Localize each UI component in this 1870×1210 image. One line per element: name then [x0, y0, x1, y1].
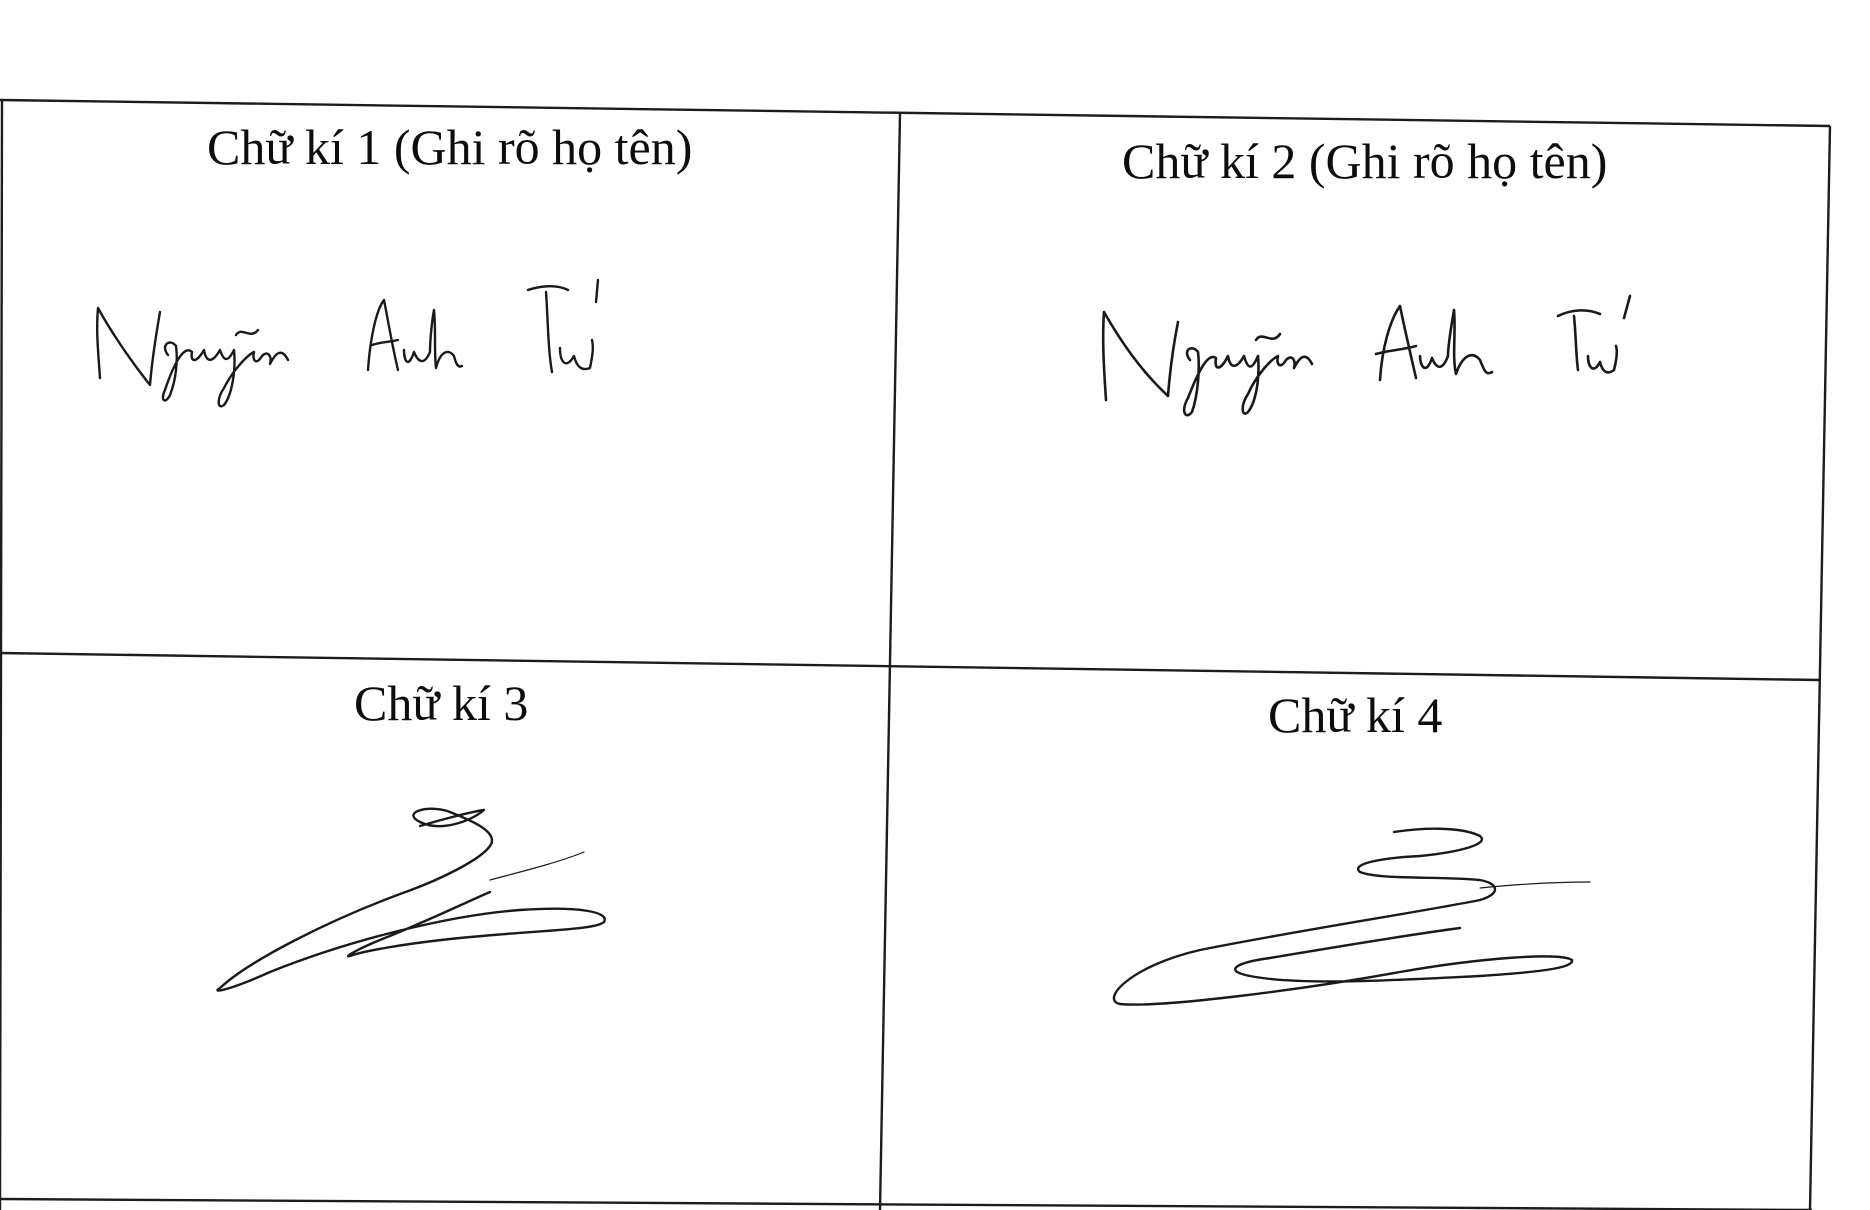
cell-1-label: Chữ kí 1 (Ghi rõ họ tên)	[207, 119, 693, 175]
cell-4-label: Chữ kí 4	[1268, 687, 1443, 743]
cell-3-label: Chữ kí 3	[354, 675, 529, 731]
cell-2-label: Chữ kí 2 (Ghi rõ họ tên)	[1122, 133, 1608, 189]
